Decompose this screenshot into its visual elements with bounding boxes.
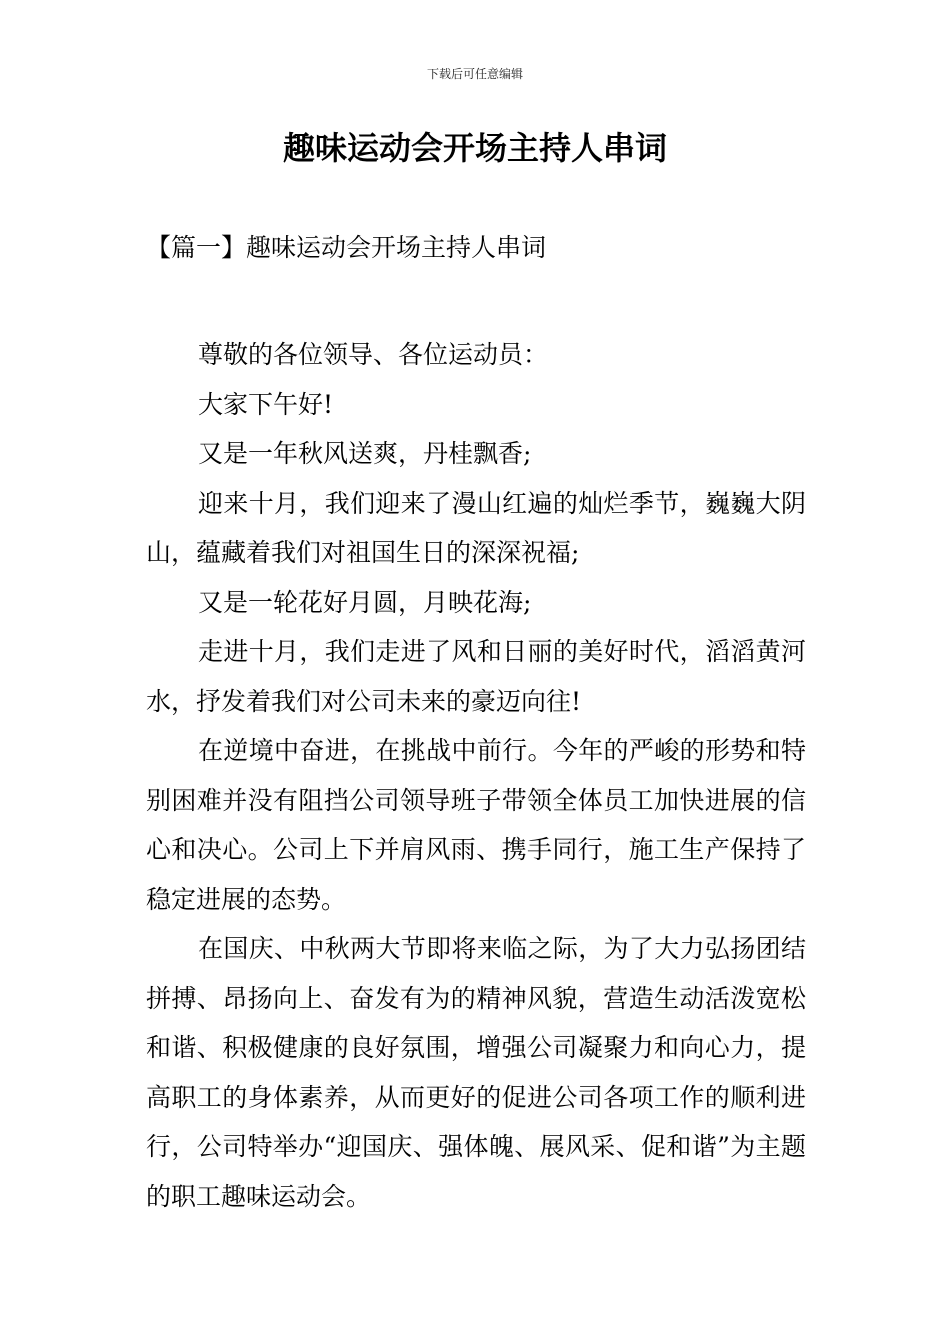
document-title: 趣味运动会开场主持人串词: [282, 129, 667, 167]
header-note: 下载后可任意编辑: [426, 67, 523, 81]
paragraph: 在逆境中奋进，在挑战中前行。今年的严峻的形势和特别困难并没有阻挡公司领导班子带领全体员工加快进展的信心和决心。公司上下并肩风雨、携手同行，施工生产保持了稳定进展的态势。: [146, 736, 806, 914]
paragraph: 迎来十月，我们迎来了漫山红遍的灿烂季节，巍巍大阴山，蕴藏着我们对祖国生日的深深祝福;: [146, 488, 806, 567]
paragraph-salutation: 尊敬的各位领导、各位运动员：: [198, 340, 549, 369]
paragraph: 又是一轮花好月圆，月映花海;: [198, 587, 532, 617]
paragraph: 走进十月，我们走进了风和日丽的美好时代，滔滔黄河水，抒发着我们对公司未来的豪迈向往!: [146, 637, 806, 716]
section-heading: 【篇一】趣味运动会开场主持人串词: [146, 233, 547, 262]
body-text: [146, 330, 806, 1221]
paragraph: 又是一年秋风送爽，丹桂飘香;: [198, 439, 532, 468]
paragraph-greeting: 大家下午好!: [198, 389, 334, 419]
paragraph: 在国庆、中秋两大节即将来临之际，为了大力弘扬团结拼搏、昂扬向上、奋发有为的精神风貌，营造生动活泼宽松和谐、积极健康的良好氛围，增强公司凝聚力和向心力，提高职工的身体素养，从而更好的促进公司各项工作的顺利进行，公司特举办“迎国庆、强体魄、展风采、促和谐”为主题的职工趣味运动会。: [146, 934, 806, 1211]
